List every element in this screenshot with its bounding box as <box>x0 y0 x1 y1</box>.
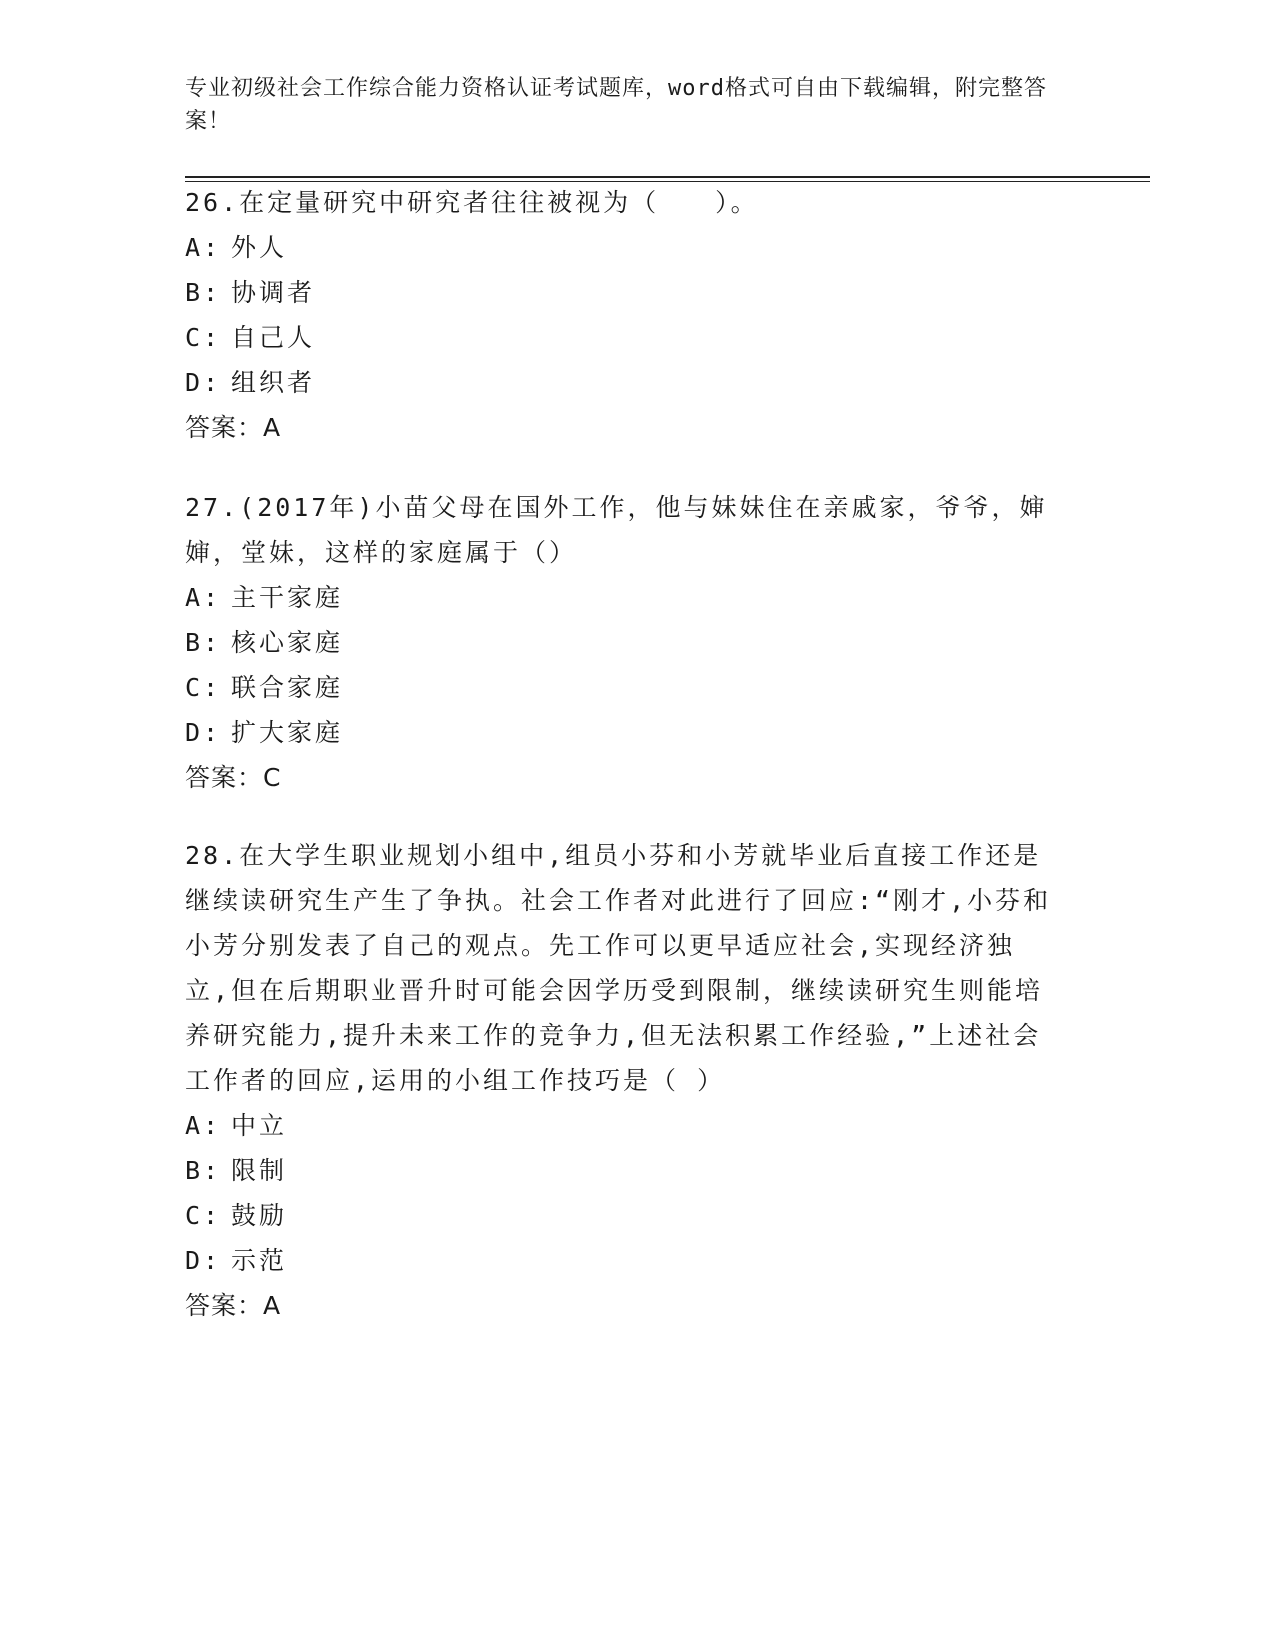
question-27 <box>185 485 1055 800</box>
option-letter: C: <box>185 323 222 352</box>
option-text: 联合家庭 <box>231 673 344 702</box>
option-letter: A: <box>185 583 222 612</box>
option-text: 示范 <box>231 1246 288 1275</box>
option-letter: A: <box>185 233 222 262</box>
option-a <box>185 225 1055 270</box>
option-letter: B: <box>185 278 222 307</box>
option-text: 协调者 <box>231 278 316 307</box>
option-text: 外人 <box>231 233 288 262</box>
option-c <box>185 1193 1055 1238</box>
option-text: 组织者 <box>231 368 316 397</box>
document-header: 专业初级社会工作综合能力资格认证考试题库，word格式可自由下载编辑，附完整答案！ <box>185 76 1047 134</box>
option-b <box>185 1148 1055 1193</box>
option-c <box>185 665 1055 710</box>
question-26 <box>185 180 1055 450</box>
option-b <box>185 620 1055 665</box>
answer-label: 答案：A <box>185 1291 282 1320</box>
option-letter: D: <box>185 718 222 747</box>
option-a <box>185 1103 1055 1148</box>
option-text: 限制 <box>231 1156 288 1185</box>
option-d <box>185 710 1055 755</box>
option-letter: D: <box>185 1246 222 1275</box>
option-b <box>185 270 1055 315</box>
question-stem: 28.在大学生职业规划小组中,组员小芬和小芳就毕业后直接工作还是继续读研究生产生了争执。社会工作者对此进行了回应:“刚才,小芬和小芳分别发表了自己的观点。先工作可以更早适应社会,实现经济独立,但在后期职业晋升时可能会因学历受到限制，继续读研究生则能培养研究能力,提升未来工作的竞争力,但无法积累工作经验,”上述社会工作者的回应,运用的小组工作技巧是（ ） <box>185 841 1052 1095</box>
question-28 <box>185 833 1055 1328</box>
option-c <box>185 315 1055 360</box>
answer-label: 答案：A <box>185 413 282 442</box>
option-text: 扩大家庭 <box>231 718 344 747</box>
option-letter: C: <box>185 1201 222 1230</box>
option-text: 自己人 <box>231 323 316 352</box>
option-d <box>185 1238 1055 1283</box>
option-text: 中立 <box>231 1111 288 1140</box>
question-stem: 26.在定量研究中研究者往往被视为（ ）。 <box>185 188 759 217</box>
option-letter: D: <box>185 368 222 397</box>
question-stem: 27.(2017年)小苗父母在国外工作，他与妹妹住在亲戚家，爷爷，婶婶，堂妹，这样的家庭属于（） <box>185 493 1048 567</box>
option-d <box>185 360 1055 405</box>
option-text: 核心家庭 <box>231 628 344 657</box>
option-letter: A: <box>185 1111 222 1140</box>
header-divider-thick <box>185 176 1150 178</box>
option-text: 鼓励 <box>231 1201 288 1230</box>
option-text: 主干家庭 <box>231 583 344 612</box>
option-letter: B: <box>185 628 222 657</box>
option-letter: C: <box>185 673 222 702</box>
option-a <box>185 575 1055 620</box>
answer-label: 答案：C <box>185 763 282 792</box>
option-letter: B: <box>185 1156 222 1185</box>
